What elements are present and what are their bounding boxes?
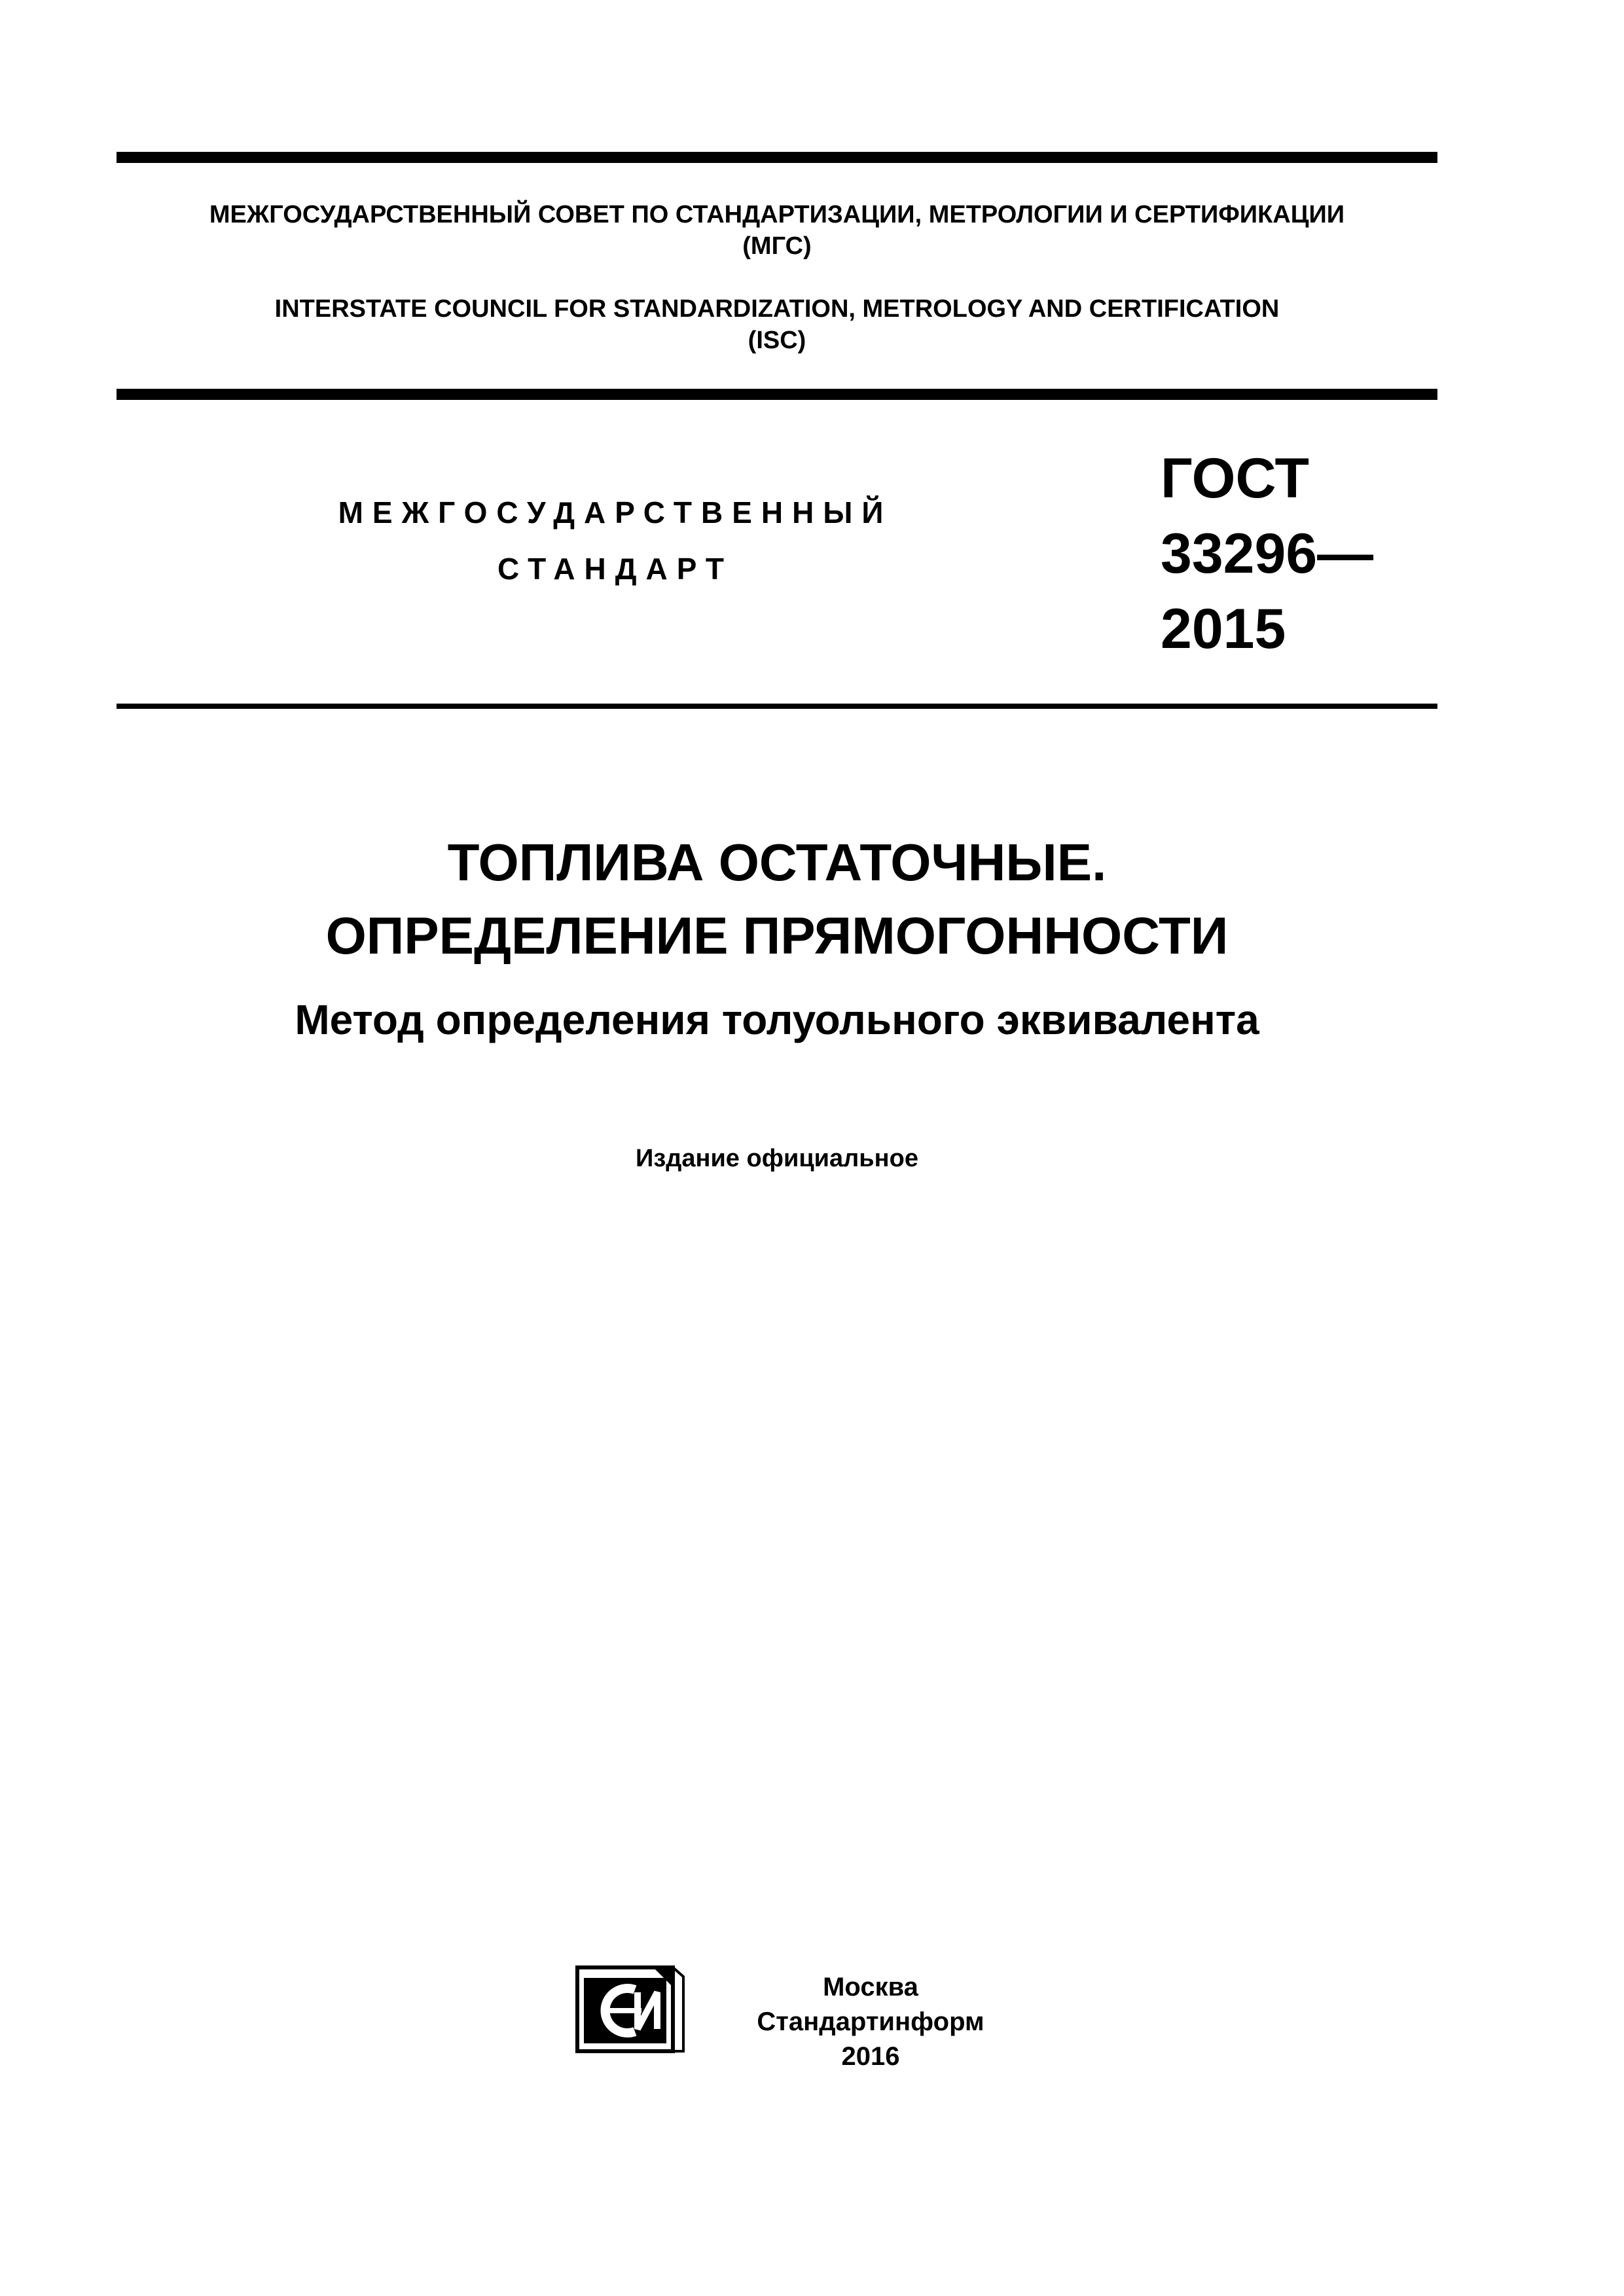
- council-en-name: INTERSTATE COUNCIL FOR STANDARDIZATION, METROLOGY AND CERTIFICATION: [274, 295, 1280, 323]
- document-title-line1: ТОПЛИВА ОСТАТОЧНЫЕ.: [447, 833, 1107, 891]
- publisher-city: Москва: [823, 1973, 918, 2001]
- top-rule: [117, 152, 1437, 163]
- edition-label: Издание официальное: [636, 1145, 918, 1172]
- council-ru-name: МЕЖГОСУДАРСТВЕННЫЙ СОВЕТ ПО СТАНДАРТИЗАЦИИ, МЕТРОЛОГИИ И СЕРТИФИКАЦИИ: [209, 201, 1345, 228]
- council-ru-abbr: (МГС): [742, 232, 812, 260]
- council-rule: [117, 389, 1437, 400]
- gost-number: 33296—: [1161, 522, 1374, 585]
- council-en-abbr: (ISC): [748, 327, 806, 354]
- standard-kind-line2: СТАНДАРТ: [497, 552, 733, 586]
- publisher-year: 2016: [841, 2042, 900, 2071]
- publisher-name: Стандартинформ: [757, 2007, 984, 2036]
- standard-kind-line1: МЕЖГОСУДАРСТВЕННЫЙ: [338, 495, 893, 529]
- header-rule: [117, 704, 1437, 709]
- gost-year: 2015: [1161, 598, 1286, 660]
- standartinform-logo-icon: [575, 1964, 686, 2055]
- document-title-line2: ОПРЕДЕЛЕНИЕ ПРЯМОГОННОСТИ: [325, 906, 1229, 965]
- document-subtitle: Метод определения толуольного эквивалента: [295, 996, 1259, 1043]
- gost-label: ГОСТ: [1161, 447, 1310, 510]
